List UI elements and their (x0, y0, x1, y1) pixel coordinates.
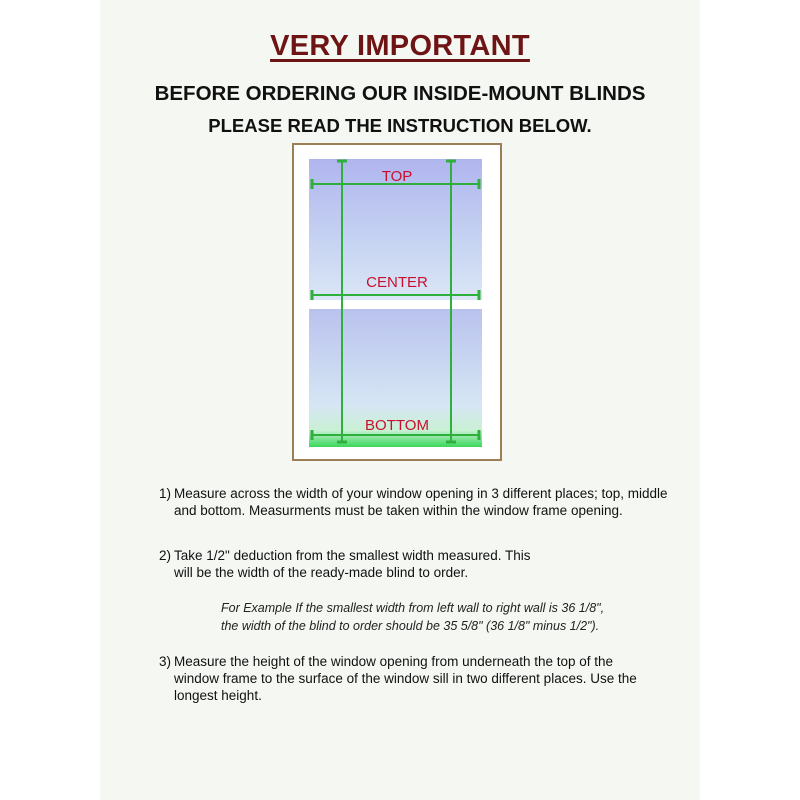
instruction-prompt: PLEASE READ THE INSTRUCTION BELOW. (208, 115, 592, 136)
example-note (221, 599, 641, 635)
label-top: TOP (381, 168, 413, 185)
label-bottom: BOTTOM (365, 417, 429, 434)
instruction-step-1 (159, 485, 679, 519)
window-illustration (294, 145, 500, 459)
window-diagram (292, 143, 502, 461)
step-number: 2) (159, 548, 172, 563)
step-text: Measure the height of the window opening from underneath the top of the window frame to the surface of the window sill in two different places. Use the longest height. (174, 654, 637, 703)
label-center: CENTER (366, 274, 428, 291)
instruction-step-3 (159, 653, 679, 704)
step-number: 1) (159, 486, 172, 501)
step-number: 3) (159, 654, 172, 669)
example-line-2: the width of the blind to order should be 35 5/8" (36 1/8" minus 1/2"). (221, 619, 600, 633)
page-title: VERY IMPORTANT (270, 30, 530, 62)
instruction-step-2 (159, 547, 679, 581)
step-text: Measure across the width of your window opening in 3 different places; top, middle and bottom. Measurments must be taken within the window frame opening. (174, 486, 668, 518)
page-subtitle: BEFORE ORDERING OUR INSIDE-MOUNT BLINDS (154, 82, 646, 105)
step-text: Take 1/2" deduction from the smallest width measured. This will be the width of the ready-made blind to order. (174, 548, 531, 580)
example-line-1: For Example If the smallest width from left wall to right wall is 36 1/8", (221, 601, 605, 615)
